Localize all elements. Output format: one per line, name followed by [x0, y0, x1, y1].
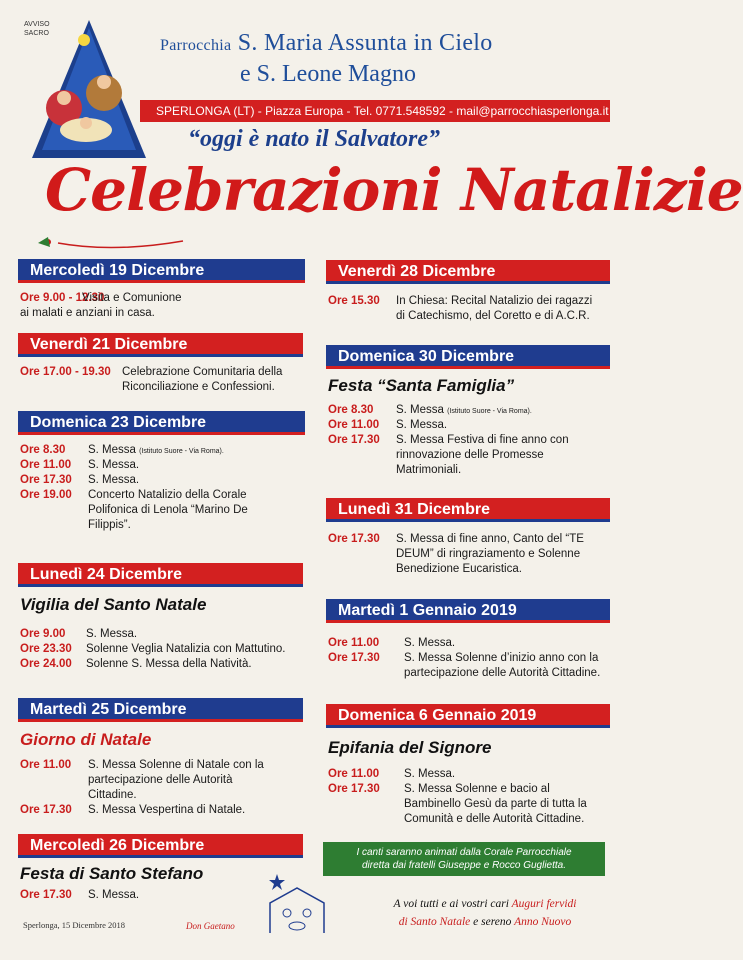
schedule-description: S. Messa.: [88, 474, 140, 486]
schedule-row: [328, 797, 610, 811]
schedule-row: [328, 309, 610, 323]
schedule-row: [328, 403, 610, 417]
schedule-description: S. Messa.: [404, 768, 456, 780]
parish-name-line1: Parrocchia S. Maria Assunta in Cielo: [160, 30, 493, 56]
schedule-row: [20, 365, 303, 379]
schedule-description: S. Messa Solenne di Natale con la: [88, 759, 264, 771]
schedule-description: S. Messa.: [88, 459, 140, 471]
schedule-description: S. Messa.: [404, 637, 456, 649]
schedule-description: ai malati e anziani in casa.: [20, 307, 155, 319]
schedule-row: [20, 458, 305, 472]
schedule-description: Comunità e delle Autorità Cittadine.: [404, 813, 585, 825]
schedule-time: Ore 11.00: [20, 459, 72, 471]
schedule-row: [20, 488, 305, 502]
schedule-row: [328, 782, 610, 796]
signature: Don Gaetano: [186, 921, 235, 931]
schedule-time: Ore 8.30: [20, 444, 66, 456]
schedule-description: S. Messa Festiva di fine anno con: [396, 434, 569, 446]
schedule-description: partecipazione delle Autorità Cittadine.: [404, 667, 601, 679]
page-title: Celebrazioni Natalizie: [45, 156, 743, 224]
schedule-time: Ore 11.00: [328, 768, 380, 780]
schedule-row: [20, 627, 303, 641]
schedule-description: Benedizione Eucaristica.: [396, 563, 522, 575]
schedule-description: S. Messa (Istituto Suore - Via Roma).: [88, 444, 224, 456]
schedule-row: [328, 651, 610, 665]
right-section-date: Venerdì 28 Dicembre: [326, 260, 610, 284]
schedule-time: Ore 17.30: [328, 652, 380, 664]
schedule-time: Ore 17.30: [328, 533, 380, 545]
schedule-note: (Istituto Suore - Via Roma).: [447, 408, 532, 415]
left-section-date: Mercoledì 19 Dicembre: [18, 259, 305, 283]
schedule-description: Polifonica di Lenola “Marino De: [88, 504, 248, 516]
schedule-row: [328, 448, 610, 462]
schedule-row: [328, 666, 610, 680]
contact-bar: SPERLONGA (LT) - Piazza Europa - Tel. 0771.548592 - mail@parrocchiasperlonga.it: [140, 100, 610, 122]
schedule-description: S. Messa.: [88, 889, 140, 901]
schedule-row: [20, 758, 303, 772]
schedule-description: DEUM” di ringraziamento e Solenne: [396, 548, 581, 560]
schedule-description: Riconciliazione e Confessioni.: [122, 381, 275, 393]
right-section-date: Martedì 1 Gennaio 2019: [326, 599, 610, 623]
schedule-row: [20, 503, 305, 517]
schedule-row: [328, 463, 610, 477]
left-section-subtitle: Giorno di Natale: [20, 730, 152, 749]
schedule-time: Ore 17.30: [328, 434, 380, 446]
christmas-greeting: A voi tutti e ai vostri cari Auguri fervidi di Santo Natale e sereno Anno Nuovo: [393, 898, 577, 928]
schedule-row: [20, 788, 303, 802]
schedule-description: S. Messa Solenne d’inizio anno con la: [404, 652, 599, 664]
schedule-row: [20, 473, 305, 487]
left-section-subtitle: Festa di Santo Stefano: [20, 864, 204, 883]
schedule-description: Visita e Comunione: [82, 292, 182, 304]
schedule-row: [20, 803, 303, 817]
schedule-row: [20, 773, 303, 787]
schedule-row: [20, 657, 303, 671]
schedule-description: Filippis”.: [88, 519, 131, 531]
schedule-time: Ore 24.00: [20, 658, 72, 670]
schedule-time: Ore 9.00 - 12.30: [20, 292, 105, 304]
schedule-description: rinnovazione delle Promesse: [396, 449, 544, 461]
schedule-row: [328, 636, 610, 650]
schedule-time: Ore 23.30: [20, 643, 72, 655]
schedule-description: S. Messa Vespertina di Natale.: [88, 804, 246, 816]
schedule-time: Ore 8.30: [328, 404, 374, 416]
schedule-row: [328, 418, 610, 432]
schedule-row: [20, 380, 303, 394]
left-section-date: Lunedì 24 Dicembre: [18, 563, 303, 587]
schedule-row: [328, 547, 610, 561]
schedule-time: Ore 19.00: [20, 489, 72, 501]
schedule-time: Ore 11.00: [328, 419, 380, 431]
schedule-row: [328, 532, 610, 546]
place-date: Sperlonga, 15 Dicembre 2018: [23, 920, 125, 930]
schedule-description: Solenne Veglia Natalizia con Mattutino.: [86, 643, 286, 655]
holly-flourish-icon: [38, 233, 188, 253]
right-section-subtitle: Epifania del Signore: [328, 738, 492, 757]
schedule-row: [20, 443, 305, 457]
schedule-row: [328, 562, 610, 576]
choir-note: I canti saranno animati dalla Corale Parrocchiale diretta dai fratelli Giuseppe e Rocco Guglietta.: [323, 842, 605, 876]
schedule-row: [20, 518, 305, 532]
schedule-description: di Catechismo, del Coretto e di A.C.R.: [396, 310, 590, 322]
schedule-time: Ore 17.30: [328, 783, 380, 795]
schedule-time: Ore 15.30: [328, 295, 380, 307]
schedule-time: Ore 17.30: [20, 474, 72, 486]
left-section-subtitle: Vigilia del Santo Natale: [20, 595, 207, 614]
schedule-row: [328, 433, 610, 447]
schedule-row: [328, 294, 610, 308]
schedule-row: [20, 306, 305, 320]
schedule-time: Ore 9.00: [20, 628, 66, 640]
schedule-description: S. Messa Solenne e bacio al: [404, 783, 550, 795]
schedule-row: [20, 888, 303, 902]
schedule-time: Ore 11.00: [20, 759, 72, 771]
schedule-row: [328, 812, 610, 826]
left-section-date: Domenica 23 Dicembre: [18, 411, 305, 435]
quote: “oggi è nato il Salvatore”: [188, 126, 440, 152]
nativity-sketch-icon: [262, 868, 332, 938]
avviso-sacro-label: AVVISO SACRO: [24, 21, 50, 37]
right-section-date: Domenica 6 Gennaio 2019: [326, 704, 610, 728]
schedule-description: In Chiesa: Recital Natalizio dei ragazzi: [396, 295, 593, 307]
schedule-description: Bambinello Gesù da parte di tutta la: [404, 798, 587, 810]
schedule-description: Solenne S. Messa della Natività.: [86, 658, 252, 670]
right-section-date: Domenica 30 Dicembre: [326, 345, 610, 369]
schedule-description: Concerto Natalizio della Corale: [88, 489, 247, 501]
schedule-note: (Istituto Suore - Via Roma).: [139, 448, 224, 455]
schedule-description: S. Messa (Istituto Suore - Via Roma).: [396, 404, 532, 416]
parish-name-line2: e S. Leone Magno: [240, 61, 416, 87]
schedule-time: Ore 17.30: [20, 889, 72, 901]
right-section-date: Lunedì 31 Dicembre: [326, 498, 610, 522]
nativity-tree-image: [24, 18, 154, 163]
schedule-description: Matrimoniali.: [396, 464, 462, 476]
schedule-time: Ore 17.30: [20, 804, 72, 816]
schedule-description: S. Messa di fine anno, Canto del “TE: [396, 533, 584, 545]
schedule-description: partecipazione delle Autorità: [88, 774, 233, 786]
right-section-subtitle: Festa “Santa Famiglia”: [328, 376, 515, 395]
left-section-date: Venerdì 21 Dicembre: [18, 333, 303, 357]
schedule-description: Cittadine.: [88, 789, 137, 801]
schedule-description: Celebrazione Comunitaria della: [122, 366, 283, 378]
left-section-date: Mercoledì 26 Dicembre: [18, 834, 303, 858]
schedule-time: Ore 17.00 - 19.30: [20, 366, 111, 378]
schedule-description: S. Messa.: [396, 419, 448, 431]
left-section-date: Martedì 25 Dicembre: [18, 698, 303, 722]
schedule-row: [20, 642, 303, 656]
schedule-time: Ore 11.00: [328, 637, 380, 649]
schedule-row: [20, 291, 305, 305]
schedule-row: [328, 767, 610, 781]
schedule-description: S. Messa.: [86, 628, 138, 640]
